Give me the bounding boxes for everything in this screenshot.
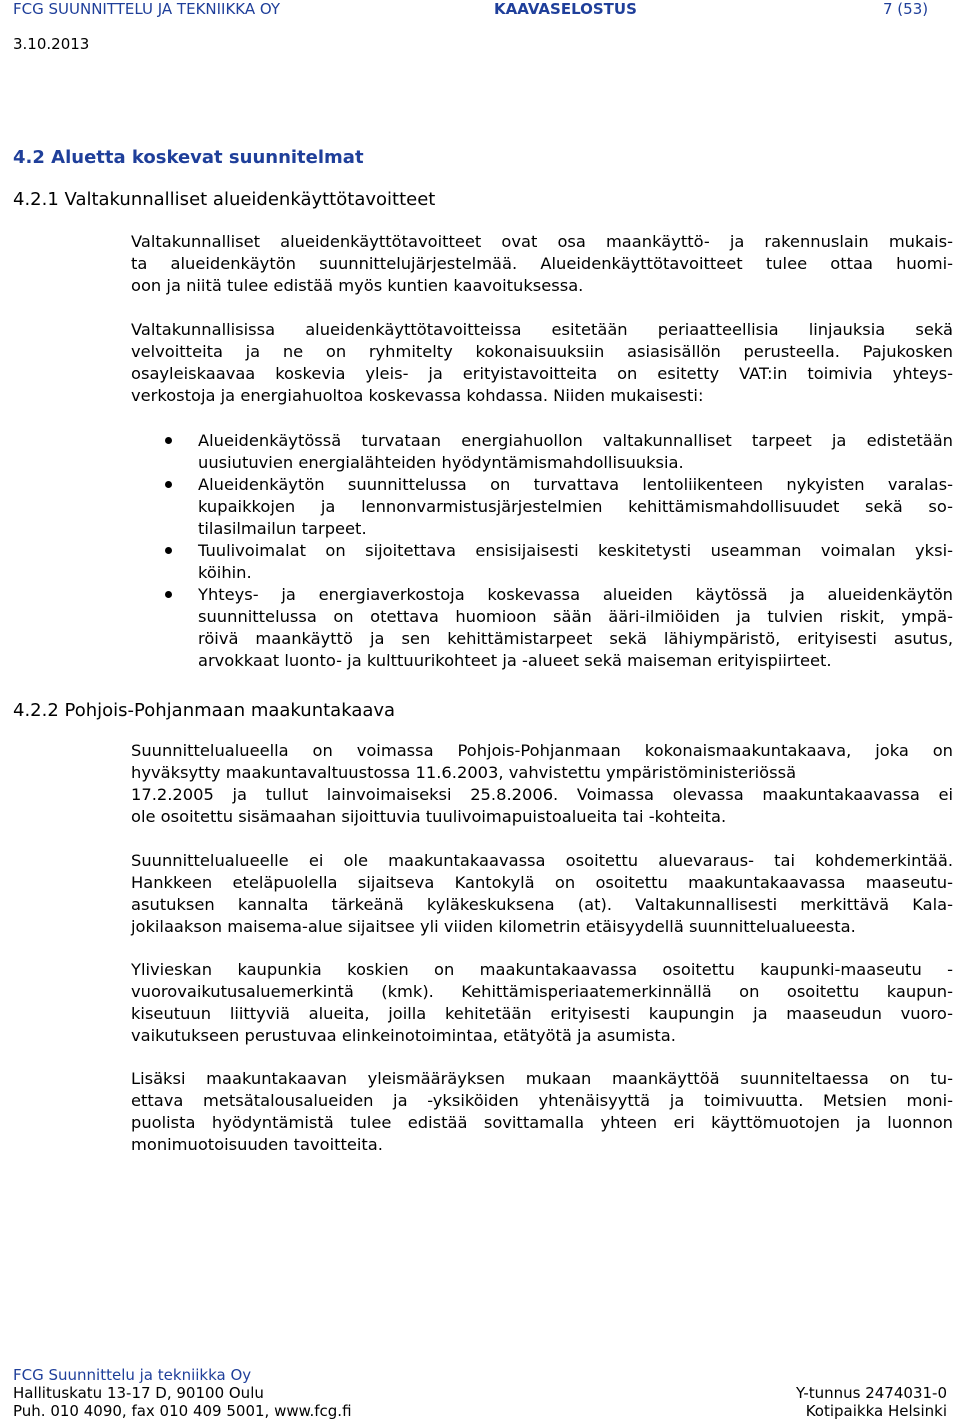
bullet-list-vat xyxy=(131,430,953,672)
text-line: monimuotoisuuden tavoitteita. xyxy=(131,1135,383,1154)
paragraph-maakuntakaava-4 xyxy=(131,1068,953,1156)
text-line: arvokkaat luonto- ja kulttuurikohteet ja -alueet sekä maiseman erityispiirteet. xyxy=(198,651,832,670)
footer-company: FCG Suunnittelu ja tekniikka Oy xyxy=(13,1366,252,1384)
text-line: Valtakunnalliset alueidenkäyttötavoitteet ovat osa maankäyttö- ja rakennuslain mukais- xyxy=(131,232,953,251)
footer-contact: Puh. 010 4090, fax 010 409 5001, www.fcg.fi xyxy=(13,1402,352,1420)
text-line: Lisäksi maakuntakaavan yleismääräyksen mukaan maankäyttöä suunniteltaessa on tu- xyxy=(131,1069,953,1088)
bullet-icon xyxy=(165,591,172,598)
paragraph-maakuntakaava-2 xyxy=(131,850,953,938)
footer-business-id: Y-tunnus 2474031-0 xyxy=(795,1384,947,1402)
paragraph-maakuntakaava-3 xyxy=(131,959,953,1047)
footer-address: Hallituskatu 13-17 D, 90100 Oulu xyxy=(13,1384,264,1402)
text-line: Suunnittelualueella on voimassa Pohjois-Pohjanmaan kokonaismaakuntakaava, joka on xyxy=(131,741,953,760)
text-line: oon ja niitä tulee edistää myös kuntien kaavoituksessa. xyxy=(131,276,584,295)
text-line: kupaikkojen ja lennonvarmistusjärjestelmien kehittämismahdollisuudet sekä so- xyxy=(198,497,953,516)
text-line: verkostoja ja energiahuoltoa koskevassa kohdassa. Niiden mukaisesti: xyxy=(131,386,704,405)
bullet-icon xyxy=(165,437,172,444)
text-line: köihin. xyxy=(198,563,252,582)
section-heading-4-2-2: 4.2.2 Pohjois-Pohjanmaan maakuntakaava xyxy=(13,700,396,721)
section-heading-4-2: 4.2 Aluetta koskevat suunnitelmat xyxy=(13,147,364,168)
text-line: Suunnittelualueelle ei ole maakuntakaavassa osoitettu aluevaraus- tai kohdemerkintää. xyxy=(131,851,953,870)
text-line: Alueidenkäytössä turvataan energiahuollon valtakunnalliset tarpeet ja edistetään xyxy=(198,431,953,450)
section-heading-4-2-1: 4.2.1 Valtakunnalliset alueidenkäyttötavoitteet xyxy=(13,189,436,210)
list-item xyxy=(131,540,953,584)
text-line: Tuulivoimalat on sijoitettava ensisijaisesti keskitetysti useamman voimalan yksi- xyxy=(198,541,953,560)
bullet-icon xyxy=(165,481,172,488)
text-line: suunnittelussa on otettava huomioon sään ääri-ilmiöiden ja tulvien riskit, ympä- xyxy=(198,607,953,626)
text-line: ta alueidenkäytön suunnittelujärjestelmää. Alueidenkäyttötavoitteet tulee ottaa huomi- xyxy=(131,254,953,273)
paragraph-maakuntakaava-1 xyxy=(131,740,953,828)
bullet-icon xyxy=(165,547,172,554)
header-doc-type: KAAVASELOSTUS xyxy=(494,0,637,18)
text-line: ettava metsätalousalueiden ja -yksiköiden yhtenäisyyttä ja toimivuutta. Metsien moni- xyxy=(131,1091,953,1110)
text-line: Alueidenkäytön suunnittelussa on turvattava lentoliikenteen nykyisten varalas- xyxy=(198,475,953,494)
text-line: jokilaakson maisema-alue sijaitsee yli viiden kilometrin etäisyydellä suunnittelualueesta. xyxy=(131,917,856,936)
text-line: Hankkeen eteläpuolella sijaitseva Kantokylä on osoitettu maakuntakaavassa maaseutu- xyxy=(131,873,953,892)
list-item xyxy=(131,584,953,672)
text-line: velvoitteita ja ne on ryhmitelty kokonaisuuksiin asiasisällön perusteella. Pajukosken xyxy=(131,342,953,361)
text-line: ole osoitettu sisämaahan sijoittuvia tuulivoimapuistoalueita tai -kohteita. xyxy=(131,807,727,826)
header-date: 3.10.2013 xyxy=(13,35,90,53)
text-line: hyväksytty maakuntavaltuustossa 11.6.2003, vahvistettu ympäristöministeriössä xyxy=(131,763,797,782)
header-page-number: 7 (53) xyxy=(883,0,929,18)
paragraph-vat-details xyxy=(131,319,953,407)
paragraph-vat-intro xyxy=(131,231,953,297)
text-line: Ylivieskan kaupunkia koskien on maakuntakaavassa osoitettu kaupunki-maaseutu - xyxy=(131,960,953,979)
text-line: Valtakunnallisissa alueidenkäyttötavoitteissa esitetään periaatteellisia linjauksia sekä xyxy=(131,320,953,339)
text-line: Yhteys- ja energiaverkostoja koskevassa alueiden käytössä ja alueidenkäytön xyxy=(198,585,953,604)
text-line: 17.2.2005 ja tullut lainvoimaiseksi 25.8.2006. Voimassa olevassa maakuntakaavassa ei xyxy=(131,785,953,804)
list-item xyxy=(131,430,953,474)
text-line: osayleiskaavaa koskevia yleis- ja erityistavoitteita on esitetty VAT:in toimivia yhteys- xyxy=(131,364,953,383)
text-line: puolista hyödyntämistä tulee edistää sovittamalla yhteen eri käyttömuotojen ja luonnon xyxy=(131,1113,953,1132)
list-item xyxy=(131,474,953,540)
text-line: kiseutuun liittyviä alueita, joilla kehitetään erityisesti kaupungin ja maaseudun vuoro- xyxy=(131,1004,953,1023)
text-line: vuorovaikutusaluemerkintä (kmk). Kehittämisperiaatemerkinnällä on osoitettu kaupun- xyxy=(131,982,953,1001)
header-company: FCG SUUNNITTELU JA TEKNIIKKA OY xyxy=(13,0,281,18)
text-line: uusiutuvien energialähteiden hyödyntämismahdollisuuksia. xyxy=(198,453,684,472)
text-line: vaikutukseen perustuvaa elinkeinotoimintaa, etätyötä ja asumista. xyxy=(131,1026,676,1045)
text-line: asutuksen kannalta tärkeänä kyläkeskuksena (at). Valtakunnallisesti merkittävä Kala- xyxy=(131,895,953,914)
text-line: röivä maankäyttö ja sen kehittämistarpeet sekä lähiympäristö, erityisesti asutus, xyxy=(198,629,953,648)
text-line: tilasilmailun tarpeet. xyxy=(198,519,367,538)
footer-domicile: Kotipaikka Helsinki xyxy=(805,1402,947,1420)
